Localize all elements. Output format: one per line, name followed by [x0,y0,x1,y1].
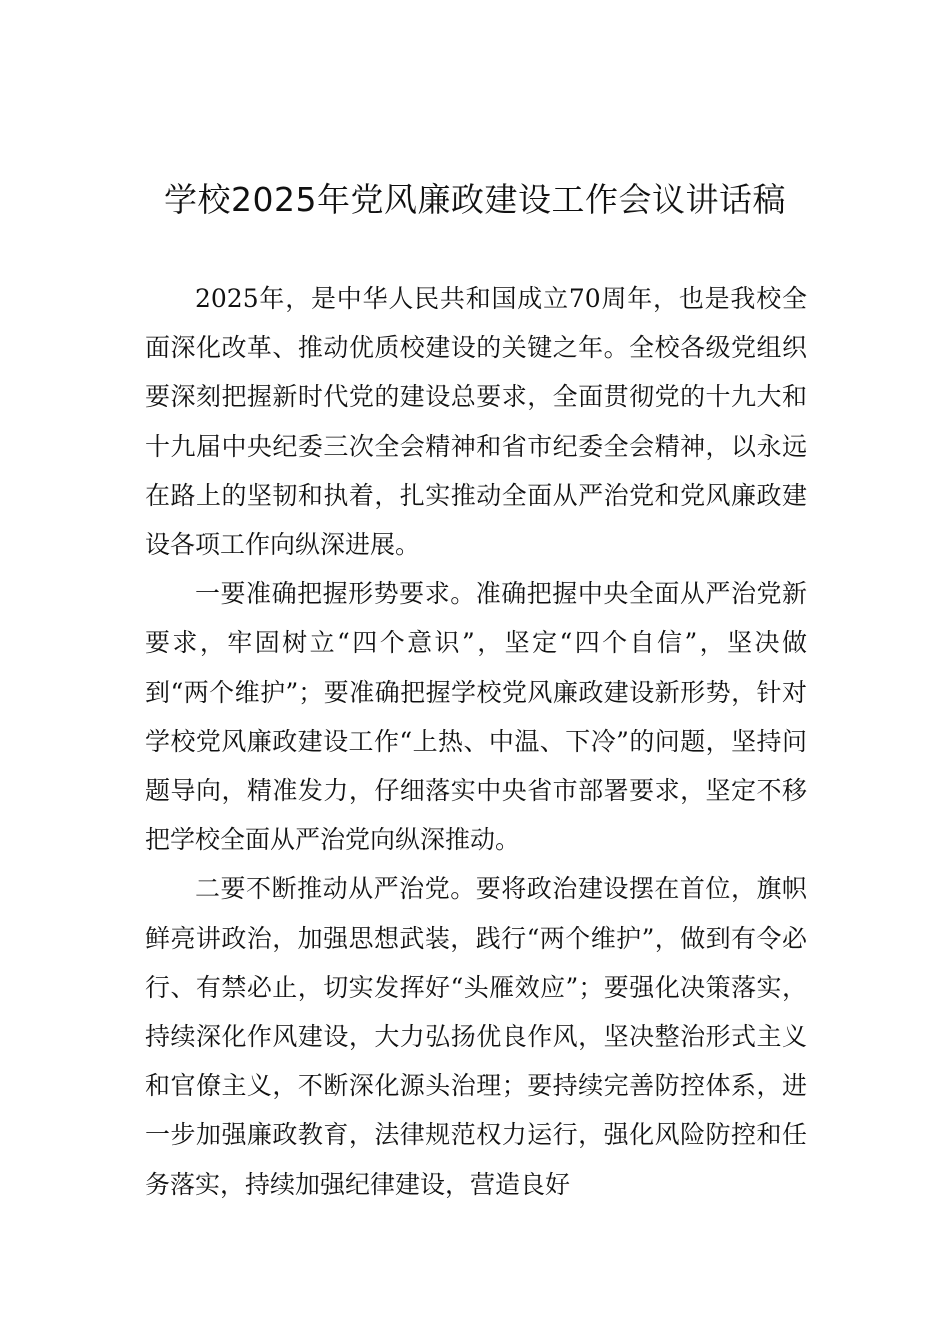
paragraph-2: 一要准确把握形势要求。准确把握中央全面从严治党新要求，牢固树立“四个意识”，坚定“四个自信”，坚决做到“两个维护”；要准确把握学校党风廉政建设新形势，针对学校党风廉政建设工作“上热、中温、下冷”的问题，坚持问题导向，精准发力，仔细落实中央省市部署要求，坚定不移把学校全面从严治党向纵深推动。 [145,579,807,855]
document-title: 学校2025年党风廉政建设工作会议讲话稿 [164,180,786,219]
document-body [145,274,807,1209]
paragraph-3: 二要不断推动从严治党。要将政治建设摆在首位，旗帜鲜亮讲政治，加强思想武装，践行“两个维护”，做到有令必行、有禁必止，切实发挥好“头雁效应”；要强化决策落实，持续深化作风建设，大力弘扬优良作风，坚决整治形式主义和官僚主义，不断深化源头治理；要持续完善防控体系，进一步加强廉政教育，法律规范权力运行，强化风险防控和任务落实，持续加强纪律建设，营造良好 [145,874,807,1199]
paragraph-1: 2025年，是中华人民共和国成立70周年，也是我校全面深化改革、推动优质校建设的关键之年。全校各级党组织要深刻把握新时代党的建设总要求，全面贯彻党的十九大和十九届中央纪委三次全会精神和省市纪委全会精神，以永远在路上的坚韧和执着，扎实推动全面从严治党和党风廉政建设各项工作向纵深进展。 [145,284,807,560]
